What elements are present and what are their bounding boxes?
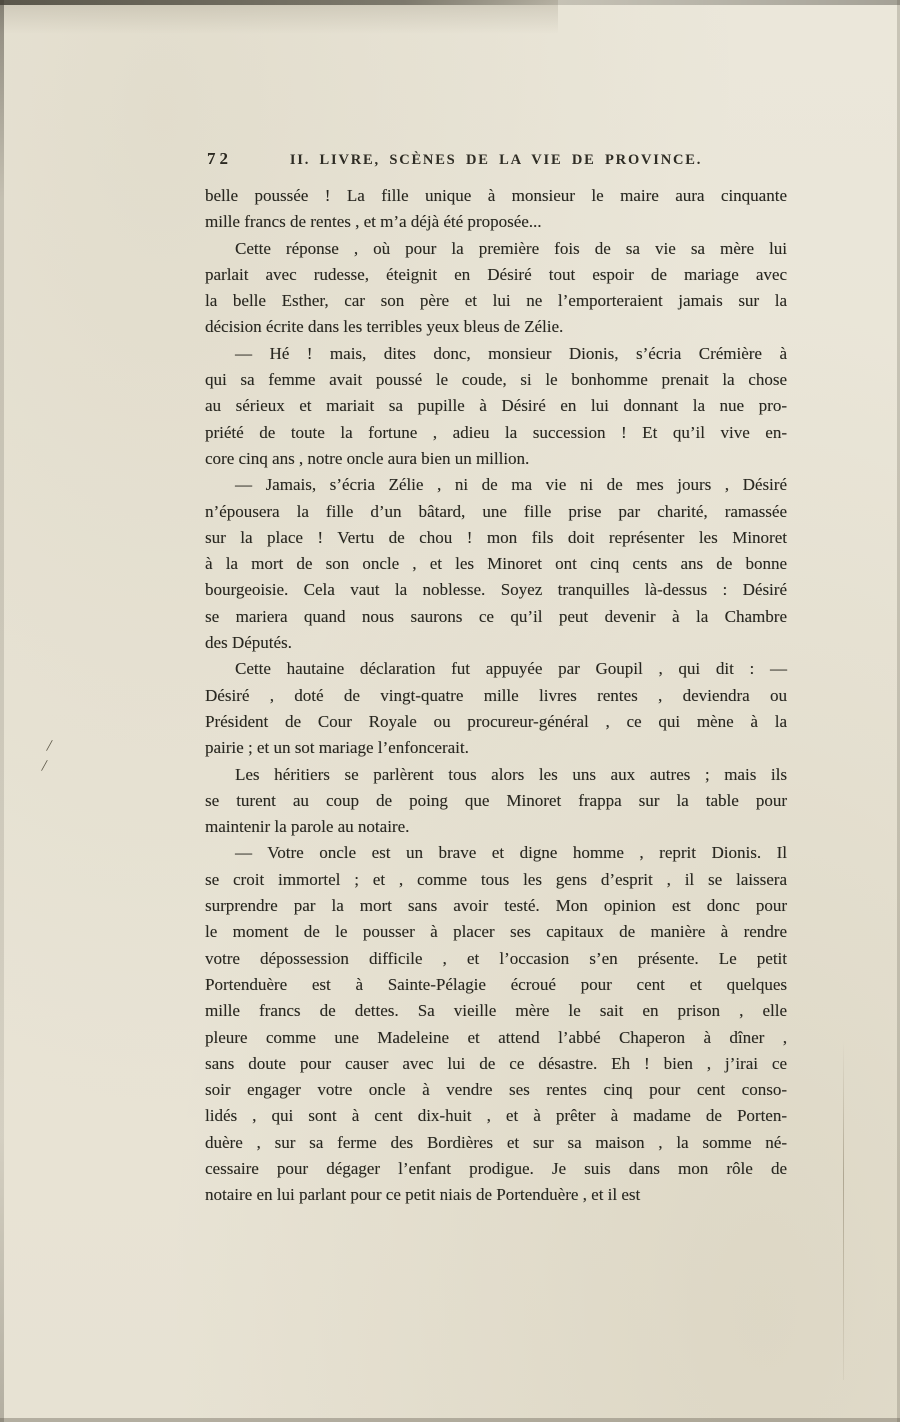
text-line-ink: se mariera quand nous saurons ce qu’il peut devenir à la Chambre xyxy=(205,606,787,626)
text-line-ink: se croit immortel ; et , comme tous les gens d’esprit , il se laissera xyxy=(205,869,787,889)
text-line xyxy=(205,630,787,656)
paragraph xyxy=(205,341,787,472)
text-line-ink: surprendre par la mort sans avoir testé. Mon opinion est donc pour xyxy=(205,896,787,916)
text-line-ink: Portenduère est à Sainte-Pélagie écroué pour cent et quelques xyxy=(205,974,787,994)
page-number: 72 xyxy=(207,149,232,168)
text-line-ink: bourgeoisie. Cela vaut la noblesse. Soyez tranquilles là-dessus : Désiré xyxy=(205,580,787,600)
text-line xyxy=(205,867,787,893)
text-line xyxy=(205,1025,787,1051)
text-line xyxy=(205,236,787,262)
text-line xyxy=(205,762,787,788)
text-line xyxy=(205,893,787,919)
text-line-ink: n’épousera la fille d’un bâtard, une fille prise par charité, ramassée xyxy=(205,501,787,521)
text-line xyxy=(205,656,787,682)
text-block xyxy=(205,183,787,1209)
text-line-ink: des Députés. xyxy=(205,633,292,653)
text-line-ink: pairie ; et un sot mariage l’enfoncerait. xyxy=(205,738,469,758)
text-line xyxy=(205,998,787,1024)
text-line-ink: au sérieux et mariait sa pupille à Désiré en lui donnant la nue pro- xyxy=(205,396,787,416)
text-line xyxy=(205,446,787,472)
text-line xyxy=(205,735,787,761)
text-line-ink: Président de Cour Royale ou procureur-général , ce qui mène à la xyxy=(205,711,787,731)
text-line xyxy=(205,709,787,735)
text-line-ink: core cinq ans , notre oncle aura bien un million. xyxy=(205,448,530,468)
text-line xyxy=(205,367,787,393)
page-bottom-edge xyxy=(0,1418,900,1422)
text-line-ink: — Votre oncle est un brave et digne homme , reprit Dionis. Il xyxy=(235,843,787,863)
text-line-ink: votre dépossession difficile , et l’occasion s’en présente. Le petit xyxy=(205,948,787,968)
paragraph xyxy=(205,840,787,1208)
page-fold-line xyxy=(843,1040,844,1380)
page-header xyxy=(205,149,787,175)
text-line-ink: — Jamais, s’écria Zélie , ni de ma vie ni de mes jours , Désiré xyxy=(235,475,787,495)
text-line-ink: cessaire pour dégager l’enfant prodigue. Je suis dans mon rôle de xyxy=(205,1158,787,1178)
text-line xyxy=(205,420,787,446)
text-line xyxy=(205,262,787,288)
text-line xyxy=(205,1156,787,1182)
text-line xyxy=(205,551,787,577)
paragraph xyxy=(205,183,787,236)
text-line-ink: Désiré , doté de vingt-quatre mille livres rentes , deviendra ou xyxy=(205,685,787,705)
text-line xyxy=(205,946,787,972)
text-line-ink: sur la place ! Vertu de chou ! mon fils doit représenter les Minoret xyxy=(205,527,787,547)
text-line-ink: Les héritiers se parlèrent tous alors les uns aux autres ; mais ils xyxy=(235,764,787,784)
text-line-ink: Cette réponse , où pour la première fois de sa vie sa mère lui xyxy=(235,238,787,258)
text-line xyxy=(205,472,787,498)
text-line xyxy=(205,499,787,525)
text-line-ink: sans doute pour causer avec lui de ce désastre. Eh ! bien , j’irai ce xyxy=(205,1053,787,1073)
text-line-ink: parlait avec rudesse, éteignit en Désiré tout espoir de mariage avec xyxy=(205,264,787,284)
text-line-ink: priété de toute la fortune , adieu la succession ! Et qu’il vive en- xyxy=(205,422,787,442)
text-line xyxy=(205,288,787,314)
text-line-ink: la belle Esther, car son père et lui ne l’emporteraient jamais sur la xyxy=(205,291,787,311)
text-line xyxy=(205,1077,787,1103)
text-line xyxy=(205,209,787,235)
text-line xyxy=(205,1051,787,1077)
text-line xyxy=(205,1103,787,1129)
text-line xyxy=(205,840,787,866)
text-line xyxy=(205,683,787,709)
paragraph xyxy=(205,472,787,656)
text-line-ink: maintenir la parole au notaire. xyxy=(205,817,410,837)
text-line-ink: belle poussée ! La fille unique à monsieur le maire aura cinquante xyxy=(205,186,787,205)
text-line-ink: soir engager votre oncle à vendre ses rentes cinq pour cent conso- xyxy=(205,1080,787,1100)
text-line xyxy=(205,1182,787,1208)
text-line-ink: qui sa femme avait poussé le coude, si le bonhomme prenait la chose xyxy=(205,370,787,390)
text-line xyxy=(205,314,787,340)
margin-mark: / xyxy=(45,735,54,756)
text-line xyxy=(205,1130,787,1156)
page-top-shading xyxy=(0,0,558,34)
text-line-ink: pleure comme une Madeleine et attend l’abbé Chaperon à dîner , xyxy=(205,1027,787,1047)
paragraph xyxy=(205,762,787,841)
text-line xyxy=(205,577,787,603)
text-line xyxy=(205,525,787,551)
text-line xyxy=(205,183,787,209)
margin-mark: / xyxy=(40,755,49,776)
text-line xyxy=(205,919,787,945)
text-line-ink: lidés , qui sont à cent dix-huit , et à prêter à madame de Porten- xyxy=(205,1106,787,1126)
text-line-ink: duère , sur sa ferme des Bordières et sur sa maison , la somme né- xyxy=(205,1132,787,1152)
page-left-edge xyxy=(0,0,4,1422)
text-line-ink: le moment de le pousser à placer ses capitaux de manière à rendre xyxy=(205,922,787,942)
text-line-ink: à la mort de son oncle , et les Minoret ont cinq cents ans de bonne xyxy=(205,554,787,574)
text-line-ink: se turent au coup de poing que Minoret frappa sur la table pour xyxy=(205,790,787,810)
text-line-ink: notaire en lui parlant pour ce petit niais de Portenduère , et il est xyxy=(205,1185,641,1205)
text-line-ink: mille francs de rentes , et m’a déjà été proposée... xyxy=(205,212,542,232)
paragraph xyxy=(205,656,787,761)
text-line-ink: Cette hautaine déclaration fut appuyée par Goupil , qui dit : — xyxy=(235,659,787,679)
text-line-ink: décision écrite dans les terribles yeux bleus de Zélie. xyxy=(205,317,564,337)
text-line-ink: — Hé ! mais, dites donc, monsieur Dionis, s’écria Crémière à xyxy=(235,343,787,363)
running-title: II. LIVRE, SCÈNES DE LA VIE DE PROVINCE. xyxy=(289,152,703,168)
text-line xyxy=(205,972,787,998)
text-line xyxy=(205,393,787,419)
text-line xyxy=(205,604,787,630)
text-line-ink: mille francs de dettes. Sa vieille mère le sait en prison , elle xyxy=(205,1001,787,1021)
text-line xyxy=(205,341,787,367)
text-line xyxy=(205,814,787,840)
text-line xyxy=(205,788,787,814)
paragraph xyxy=(205,236,787,341)
